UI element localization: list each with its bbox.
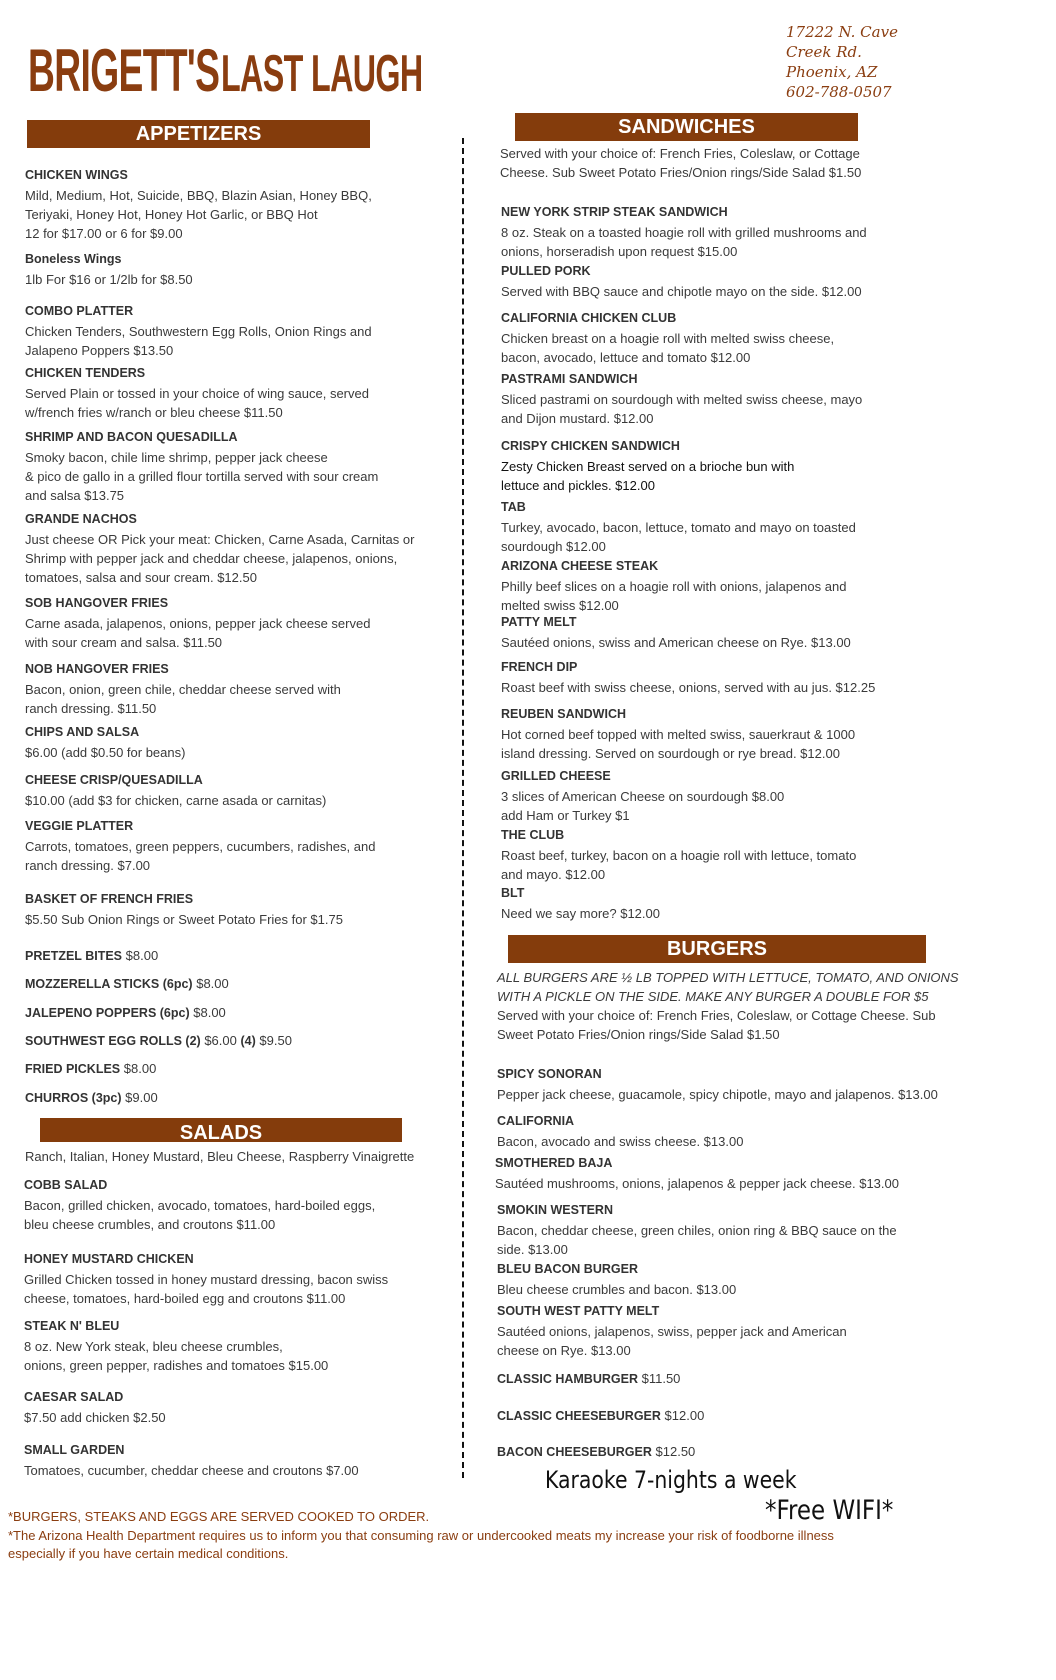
menu-item (495, 1153, 899, 1193)
item-description: Bacon, onion, green chile, cheddar cheese served with (25, 682, 341, 697)
item-price: $11.50 (641, 1371, 681, 1386)
item-name: HONEY MUSTARD CHICKEN (24, 1252, 194, 1266)
item-description: bleu cheese crumbles, and croutons $11.00 (24, 1217, 276, 1232)
menu-item (25, 889, 343, 929)
item-description: $6.00 (add $0.50 for beans) (25, 745, 186, 760)
menu-item (25, 1059, 156, 1079)
menu-item (501, 369, 862, 428)
item-name: SMOKIN WESTERN (497, 1203, 613, 1217)
menu-item (24, 1175, 375, 1234)
item-name: CALIFORNIA (497, 1114, 575, 1128)
menu-item (25, 249, 193, 289)
column-divider (462, 138, 464, 1478)
item-name: NOB HANGOVER FRIES (25, 662, 169, 676)
intro-line: Cheese. Sub Sweet Potato Fries/Onion rings/Side Salad $1.50 (500, 165, 862, 180)
menu-item (25, 974, 229, 994)
item-description: Chicken breast on a hoagie roll with melted swiss cheese, (501, 331, 835, 346)
item-description: $5.50 Sub Onion Rings or Sweet Potato Fries for $1.75 (25, 912, 343, 927)
title-part2: LAST LAUGH (220, 45, 423, 103)
item-description: Bacon, grilled chicken, avocado, tomatoes, hard-boiled eggs, (24, 1198, 376, 1213)
item-description: side. $13.00 (497, 1242, 568, 1257)
item-description: and Dijon mustard. $12.00 (501, 411, 654, 426)
menu-item (25, 363, 369, 422)
menu-item (501, 261, 862, 301)
item-description: lettuce and pickles. $12.00 (501, 478, 655, 493)
menu-item (497, 1301, 847, 1360)
item-name: FRIED PICKLES (25, 1062, 121, 1076)
item-name: CHICKEN WINGS (25, 168, 128, 182)
item-name: PRETZEL BITES (25, 949, 123, 963)
menu-item (24, 1249, 388, 1308)
item-name: CALIFORNIA CHICKEN CLUB (501, 311, 677, 325)
salad-dressings: Ranch, Italian, Honey Mustard, Bleu Cheese, Raspberry Vinaigrette (25, 1149, 415, 1164)
menu-item (497, 1442, 695, 1462)
intro-line: Sweet Potato Fries/Onion rings/Side Salad $1.50 (497, 1027, 780, 1042)
item-description: Turkey, avocado, bacon, lettuce, tomato and mayo on toasted (501, 520, 856, 535)
item-description: ranch dressing. $7.00 (25, 858, 151, 873)
item-name: COBB SALAD (24, 1178, 108, 1192)
item-price: $9.00 (125, 1090, 158, 1105)
item-description: 1lb For $16 or 1/2lb for $8.50 (25, 272, 193, 287)
item-description: Need we say more? $12.00 (501, 906, 660, 921)
item-description: Teriyaki, Honey Hot, Honey Hot Garlic, or BBQ Hot (25, 207, 318, 222)
appetizers-heading: APPETIZERS (27, 120, 370, 148)
item-description: cheese on Rye. $13.00 (497, 1343, 631, 1358)
menu-item (25, 593, 370, 652)
item-name: REUBEN SANDWICH (501, 707, 626, 721)
menu-item (497, 1200, 897, 1259)
item-name-alt: (4) (240, 1034, 256, 1048)
item-name: SPICY SONORAN (497, 1067, 602, 1081)
item-name: GRANDE NACHOS (25, 512, 137, 526)
item-price: $8.00 (125, 948, 159, 963)
burgers-intro (497, 1006, 936, 1044)
menu-item (25, 165, 372, 243)
item-description: Mild, Medium, Hot, Suicide, BBQ, Blazin Asian, Honey BBQ, (25, 188, 372, 203)
menu-item (501, 704, 855, 763)
address-line: Phoenix, AZ (786, 63, 878, 81)
item-name: Boneless Wings (25, 252, 122, 266)
item-description: add Ham or Turkey $1 (501, 808, 630, 823)
item-name: ARIZONA CHEESE STEAK (501, 559, 659, 573)
item-name: BACON CHEESEBURGER (497, 1445, 652, 1459)
menu-item (25, 509, 414, 587)
item-description: ranch dressing. $11.50 (25, 701, 157, 716)
item-description: Sautéed onions, swiss and American cheese on Rye. $13.00 (501, 635, 851, 650)
item-name: JALEPENO POPPERS (6pc) (25, 1006, 190, 1020)
menu-item (25, 1003, 226, 1023)
item-description: Shrimp with pepper jack and cheddar cheese, jalapenos, onions, (25, 551, 398, 566)
phone-number: 602-788-0507 (786, 83, 892, 101)
item-description: melted swiss $12.00 (501, 598, 619, 613)
footer-health-note-cont: especially if you have certain medical conditions. (8, 1546, 289, 1561)
menu-item (501, 825, 856, 884)
item-name: BASKET OF FRENCH FRIES (25, 892, 194, 906)
item-description: sourdough $12.00 (501, 539, 606, 554)
item-name: THE CLUB (501, 828, 565, 842)
item-description: Smoky bacon, chile lime shrimp, pepper jack cheese (25, 450, 328, 465)
menu-item (25, 722, 185, 762)
item-name: SHRIMP AND BACON QUESADILLA (25, 430, 238, 444)
item-price: $12.00 (664, 1408, 705, 1423)
menu-item (501, 436, 794, 495)
item-name: SOUTHWEST EGG ROLLS (2) (25, 1034, 201, 1048)
menu-item (501, 202, 867, 261)
item-price: $8.00 (123, 1061, 157, 1076)
item-description: onions, horseradish upon request $15.00 (501, 244, 738, 259)
item-name: CLASSIC HAMBURGER (497, 1372, 638, 1386)
menu-item (501, 612, 851, 652)
menu-item (497, 1064, 938, 1104)
menu-item (25, 816, 375, 875)
item-description: Served with BBQ sauce and chipotle mayo on the side. $12.00 (501, 284, 862, 299)
item-description: Jalapeno Poppers $13.50 (25, 343, 174, 358)
burgers-note (497, 968, 959, 1006)
item-description: 3 slices of American Cheese on sourdough $8.00 (501, 789, 785, 804)
item-description: Carne asada, jalapenos, onions, pepper jack cheese served (25, 616, 371, 631)
address-block (786, 22, 898, 102)
item-name: PULLED PORK (501, 264, 591, 278)
salads-heading: SALADS (40, 1118, 402, 1142)
item-name: SMOTHERED BAJA (495, 1156, 613, 1170)
intro-line: Served with your choice of: French Fries, Coleslaw, or Cottage (500, 146, 860, 161)
item-description: with sour cream and salsa. $11.50 (25, 635, 223, 650)
item-description: Carrots, tomatoes, green peppers, cucumbers, radishes, and (25, 839, 376, 854)
item-name: TAB (501, 500, 526, 514)
burgers-heading: BURGERS (508, 935, 926, 963)
item-description: tomatoes, salsa and sour cream. $12.50 (25, 570, 257, 585)
footer-health-note: *The Arizona Health Department requires us to inform you that consuming raw or undercooked meats my increase your risk of foodborne illness (8, 1528, 834, 1543)
item-name: PASTRAMI SANDWICH (501, 372, 638, 386)
item-description: cheese, tomatoes, hard-boiled egg and croutons $11.00 (24, 1291, 346, 1306)
item-name: BLEU BACON BURGER (497, 1262, 638, 1276)
menu-item (501, 766, 784, 825)
sandwiches-intro (500, 144, 861, 182)
menu-item (25, 1088, 158, 1108)
item-description: Chicken Tenders, Southwestern Egg Rolls, Onion Rings and (25, 324, 372, 339)
item-description: Bacon, cheddar cheese, green chiles, onion ring & BBQ sauce on the (497, 1223, 897, 1238)
item-description: Grilled Chicken tossed in honey mustard dressing, bacon swiss (24, 1272, 389, 1287)
item-description: $7.50 add chicken $2.50 (24, 1410, 166, 1425)
menu-item (25, 1031, 292, 1051)
menu-item (497, 1369, 680, 1389)
menu-item (501, 883, 660, 923)
address-line: 17222 N. Cave (786, 23, 898, 41)
karaoke-note: Karaoke 7-nights a week (545, 1466, 797, 1494)
item-name: GRILLED CHEESE (501, 769, 611, 783)
item-name: NEW YORK STRIP STEAK SANDWICH (501, 205, 728, 219)
item-description: Roast beef with swiss cheese, onions, served with au jus. $12.25 (501, 680, 876, 695)
menu-item (501, 657, 875, 697)
item-price: $12.50 (655, 1444, 696, 1459)
item-description: Roast beef, turkey, bacon on a hoagie roll with lettuce, tomato (501, 848, 857, 863)
item-name: SOB HANGOVER FRIES (25, 596, 169, 610)
item-name: CHIPS AND SALSA (25, 725, 140, 739)
item-price-alt: $9.50 (259, 1033, 292, 1048)
menu-item (25, 427, 378, 505)
menu-item (25, 770, 326, 810)
menu-item (501, 497, 856, 556)
item-name: PATTY MELT (501, 615, 577, 629)
item-name: STEAK N' BLEU (24, 1319, 120, 1333)
item-description: Served Plain or tossed in your choice of wing sauce, served (25, 386, 369, 401)
item-name: VEGGIE PLATTER (25, 819, 134, 833)
menu-item (24, 1316, 328, 1375)
menu-item (25, 659, 341, 718)
menu-item (501, 556, 846, 615)
menu-item (24, 1387, 166, 1427)
item-name: MOZZERELLA STICKS (6pc) (25, 977, 193, 991)
item-description: Hot corned beef topped with melted swiss, sauerkraut & 1000 (501, 727, 856, 742)
item-price: $8.00 (196, 976, 229, 991)
free-wifi-note: *Free WIFI* (765, 1495, 894, 1526)
item-name: BLT (501, 886, 525, 900)
item-description: Philly beef slices on a hoagie roll with onions, jalapenos and (501, 579, 847, 594)
item-description: 8 oz. New York steak, bleu cheese crumbles, (24, 1339, 283, 1354)
item-name: SOUTH WEST PATTY MELT (497, 1304, 660, 1318)
item-description: Sautéed onions, jalapenos, swiss, pepper jack and American (497, 1324, 847, 1339)
item-description: bacon, avocado, lettuce and tomato $12.00 (501, 350, 751, 365)
item-name: COMBO PLATTER (25, 304, 134, 318)
item-price: $6.00 (204, 1033, 237, 1048)
menu-item (24, 1440, 359, 1480)
item-name: CLASSIC CHEESEBURGER (497, 1409, 661, 1423)
item-description: island dressing. Served on sourdough or rye bread. $12.00 (501, 746, 840, 761)
menu-item (497, 1111, 743, 1151)
item-description: w/french fries w/ranch or bleu cheese $11.50 (25, 405, 283, 420)
menu-item (497, 1259, 736, 1299)
item-description: $10.00 (add $3 for chicken, carne asada or carnitas) (25, 793, 327, 808)
item-description: 8 oz. Steak on a toasted hoagie roll with grilled mushrooms and (501, 225, 867, 240)
restaurant-logo-title (28, 36, 423, 105)
item-description: Bleu cheese crumbles and bacon. $13.00 (497, 1282, 737, 1297)
footer-cooked-note: *BURGERS, STEAKS AND EGGS ARE SERVED COOKED TO ORDER. (8, 1509, 430, 1524)
sandwiches-heading: SANDWICHES (515, 113, 858, 141)
item-name: CHEESE CRISP/QUESADILLA (25, 773, 203, 787)
note-line: ALL BURGERS ARE ½ LB TOPPED WITH LETTUCE, TOMATO, AND ONIONS (497, 970, 959, 985)
address-line: Creek Rd. (786, 43, 862, 61)
title-part1: BRIGETT'S (28, 37, 220, 104)
item-description: 12 for $17.00 or 6 for $9.00 (25, 226, 183, 241)
item-description: Zesty Chicken Breast served on a brioche bun with (501, 459, 795, 474)
item-description: onions, green pepper, radishes and tomatoes $15.00 (24, 1358, 329, 1373)
menu-item (497, 1406, 704, 1426)
intro-line: Served with your choice of: French Fries, Coleslaw, or Cottage Cheese. Sub (497, 1008, 936, 1023)
item-name: FRENCH DIP (501, 660, 578, 674)
menu-item (25, 946, 158, 966)
item-name: SMALL GARDEN (24, 1443, 125, 1457)
item-price: $8.00 (193, 1005, 226, 1020)
item-name: CRISPY CHICKEN SANDWICH (501, 439, 680, 453)
item-name: CHICKEN TENDERS (25, 366, 146, 380)
item-description: Pepper jack cheese, guacamole, spicy chipotle, mayo and jalapenos. $13.00 (497, 1087, 938, 1102)
item-name: CAESAR SALAD (24, 1390, 124, 1404)
item-description: Sautéed mushrooms, onions, jalapenos & pepper jack cheese. $13.00 (495, 1176, 899, 1191)
item-description: Bacon, avocado and swiss cheese. $13.00 (497, 1134, 744, 1149)
item-description: & pico de gallo in a grilled flour tortilla served with sour cream (25, 469, 379, 484)
item-description: and salsa $13.75 (25, 488, 125, 503)
item-description: Tomatoes, cucumber, cheddar cheese and croutons $7.00 (24, 1463, 359, 1478)
item-description: and mayo. $12.00 (501, 867, 606, 882)
note-line: WITH A PICKLE ON THE SIDE. MAKE ANY BURGER A DOUBLE FOR $5 (497, 989, 929, 1004)
item-name: CHURROS (3pc) (25, 1091, 122, 1105)
item-description: Sliced pastrami on sourdough with melted swiss cheese, mayo (501, 392, 863, 407)
menu-item (501, 308, 834, 367)
item-description: Just cheese OR Pick your meat: Chicken, Carne Asada, Carnitas or (25, 532, 415, 547)
menu-item (25, 301, 372, 360)
